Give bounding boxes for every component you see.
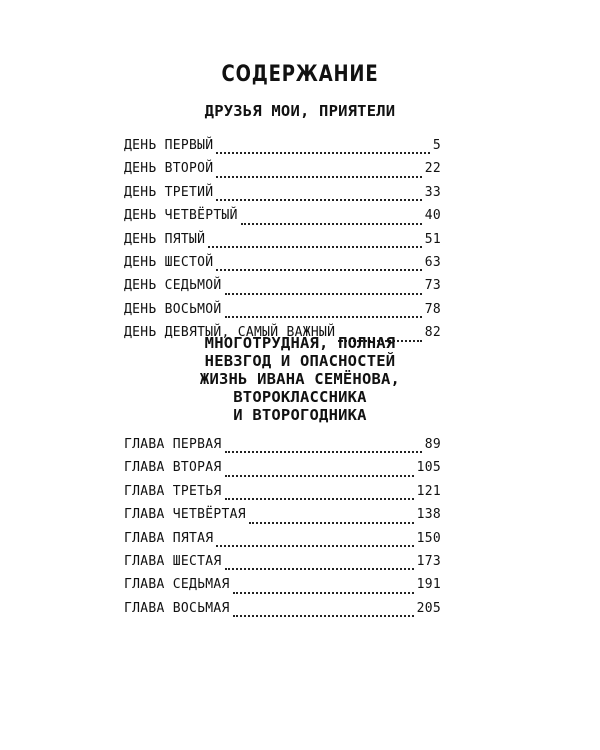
toc-entry[interactable] bbox=[124, 255, 441, 278]
part2-title-line: ЖИЗНЬ ИВАНА СЕМЁНОВА, bbox=[199, 370, 401, 388]
entry-label: ДЕНЬ ПЯТЫЙ bbox=[124, 231, 206, 247]
entry-page-number: 191 bbox=[416, 577, 441, 593]
toc-entry[interactable] bbox=[124, 577, 441, 600]
toc-entry[interactable] bbox=[124, 161, 441, 184]
entry-page-number: 121 bbox=[416, 483, 441, 499]
entry-label: ДЕНЬ СЕДЬМОЙ bbox=[124, 278, 222, 294]
entry-label: ГЛАВА ВОСЬМАЯ bbox=[124, 600, 230, 616]
entry-label: ГЛАВА ПЯТАЯ bbox=[124, 530, 214, 546]
dot-leader bbox=[249, 520, 414, 524]
entry-label: ДЕНЬ ШЕСТОЙ bbox=[124, 254, 214, 270]
entry-page-number: 138 bbox=[416, 507, 441, 523]
entry-label: ДЕНЬ ДЕВЯТЫЙ, САМЫЙ ВАЖНЫЙ bbox=[124, 325, 336, 341]
entry-label: ДЕНЬ ПЕРВЫЙ bbox=[124, 138, 214, 153]
entry-label: ДЕНЬ ВОСЬМОЙ bbox=[124, 301, 222, 317]
part2-title bbox=[0, 334, 600, 424]
entry-page-number: 105 bbox=[416, 460, 441, 476]
dot-leader bbox=[216, 267, 421, 271]
toc-entry[interactable] bbox=[124, 302, 441, 325]
part1-entry-list bbox=[124, 138, 441, 349]
entry-page-number: 89 bbox=[424, 437, 441, 452]
dot-leader bbox=[225, 473, 414, 477]
part1-title-text: ДРУЗЬЯ МОИ, ПРИЯТЕЛИ bbox=[204, 102, 396, 120]
entry-label: ГЛАВА ТРЕТЬЯ bbox=[124, 483, 222, 499]
entry-page-number: 205 bbox=[416, 600, 441, 616]
entry-label: ДЕНЬ ТРЕТИЙ bbox=[124, 184, 214, 200]
entry-page-number: 33 bbox=[424, 184, 441, 200]
dot-leader bbox=[216, 150, 429, 154]
entry-page-number: 173 bbox=[416, 553, 441, 569]
page-title: СОДЕРЖАНИЕ bbox=[221, 62, 379, 87]
dot-leader bbox=[225, 291, 422, 295]
entry-label: ДЕНЬ ЧЕТВЁРТЫЙ bbox=[124, 208, 238, 224]
entry-page-number: 82 bbox=[424, 325, 441, 341]
toc-entry[interactable] bbox=[124, 554, 441, 577]
part2-title-line: И ВТОРОГОДНИКА bbox=[233, 406, 367, 424]
toc-entry[interactable] bbox=[124, 232, 441, 255]
dot-leader bbox=[233, 590, 414, 594]
dot-leader bbox=[225, 566, 414, 570]
toc-entry[interactable] bbox=[124, 531, 441, 554]
entry-page-number: 78 bbox=[424, 301, 441, 317]
toc-entry[interactable] bbox=[124, 138, 441, 161]
entry-page-number: 73 bbox=[424, 278, 441, 294]
entry-page-number: 40 bbox=[424, 208, 441, 224]
entry-label: ГЛАВА ПЕРВАЯ bbox=[124, 437, 222, 452]
part1-title bbox=[0, 102, 600, 120]
part2-title-line: НЕВЗГОД И ОПАСНОСТЕЙ bbox=[204, 352, 396, 370]
toc-entry[interactable] bbox=[124, 437, 441, 460]
dot-leader bbox=[216, 543, 413, 547]
toc-entry[interactable] bbox=[124, 601, 441, 624]
entry-page-number: 150 bbox=[416, 530, 441, 546]
entry-label: ДЕНЬ ВТОРОЙ bbox=[124, 161, 214, 177]
dot-leader bbox=[225, 314, 422, 318]
dot-leader bbox=[241, 221, 422, 225]
part2-title-line: ВТОРОКЛАССНИКА bbox=[233, 388, 367, 406]
entry-page-number: 63 bbox=[424, 254, 441, 270]
entry-label: ГЛАВА ЧЕТВЁРТАЯ bbox=[124, 507, 246, 523]
entry-label: ГЛАВА СЕДЬМАЯ bbox=[124, 577, 230, 593]
dot-leader bbox=[216, 174, 421, 178]
entry-page-number: 51 bbox=[424, 231, 441, 247]
dot-leader bbox=[208, 244, 421, 248]
entry-page-number: 5 bbox=[432, 138, 441, 153]
dot-leader bbox=[225, 449, 422, 453]
part2-title-line: МНОГОТРУДНАЯ, ПОЛНАЯ bbox=[204, 334, 396, 352]
entry-label: ГЛАВА ШЕСТАЯ bbox=[124, 553, 222, 569]
toc-entry[interactable] bbox=[124, 460, 441, 483]
toc-entry[interactable] bbox=[124, 507, 441, 530]
entry-label: ГЛАВА ВТОРАЯ bbox=[124, 460, 222, 476]
toc-entry[interactable] bbox=[124, 185, 441, 208]
toc-entry[interactable] bbox=[124, 484, 441, 507]
toc-entry[interactable] bbox=[124, 208, 441, 231]
part2-entry-list bbox=[124, 437, 441, 624]
toc-entry[interactable] bbox=[124, 278, 441, 301]
entry-page-number: 22 bbox=[424, 161, 441, 177]
dot-leader bbox=[216, 197, 421, 201]
dot-leader bbox=[225, 496, 414, 500]
dot-leader bbox=[233, 613, 414, 617]
